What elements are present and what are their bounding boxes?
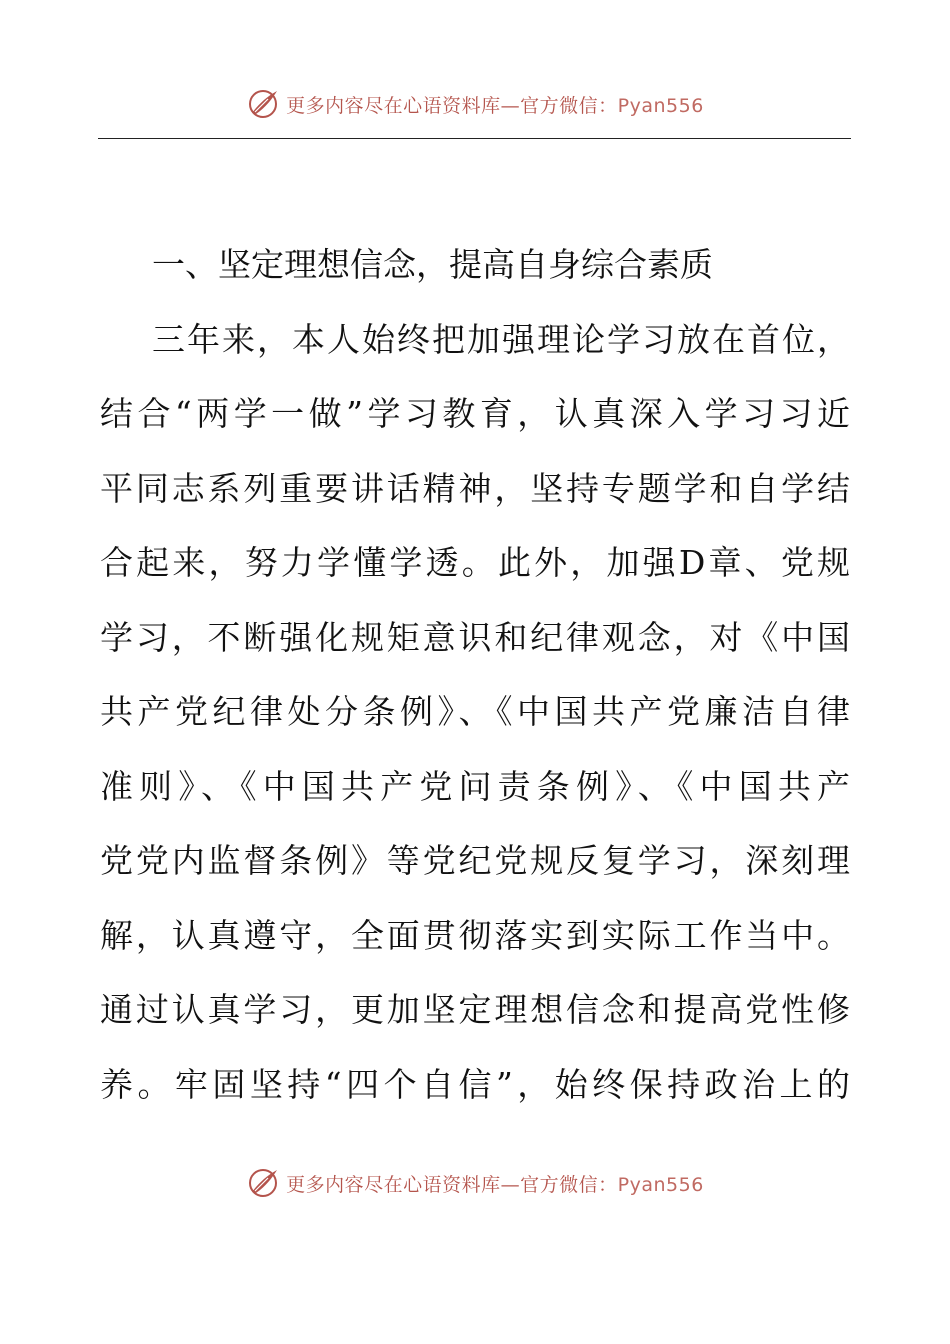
paragraph-line: 平同志系列重要讲话精神，坚持专题学和自学结 bbox=[100, 468, 850, 508]
footer-watermark bbox=[0, 1163, 950, 1203]
header-rule bbox=[98, 138, 851, 139]
header-watermark bbox=[0, 84, 950, 124]
paragraph-line: 准则》、《中国共产党问责条例》、《中国共产 bbox=[100, 766, 850, 806]
watermark-text-cn: 更多内容尽在心语资料库—官方微信： bbox=[286, 94, 618, 117]
paragraph-line: 学习，不断强化规矩意识和纪律观念，对《中国 bbox=[100, 617, 850, 657]
watermark-text bbox=[286, 91, 704, 118]
paragraph-line: 党党内监督条例》等党纪党规反复学习，深刻理 bbox=[100, 841, 850, 880]
watermark-wechat-id: Pyan556 bbox=[617, 94, 704, 117]
paragraph-line: 合起来，努力学懂学透。此外，加强D章、党规 bbox=[100, 543, 850, 582]
watermark-text bbox=[286, 1170, 704, 1197]
paragraph-line: 结合“两学一做”学习教育，认真深入学习习近 bbox=[100, 394, 850, 433]
watermark-wechat-id: Pyan556 bbox=[617, 1173, 704, 1196]
paragraph-line: 三年来，本人始终把加强理论学习放在首位， bbox=[152, 319, 850, 359]
paragraph-line: 通过认真学习，更加坚定理想信念和提高党性修 bbox=[100, 990, 850, 1029]
watermark-text-cn: 更多内容尽在心语资料库—官方微信： bbox=[286, 1173, 618, 1196]
document-body bbox=[100, 228, 850, 1122]
paragraph-line: 共产党纪律处分条例》、《中国共产党廉洁自律 bbox=[100, 692, 850, 731]
quill-logo-icon bbox=[246, 1166, 280, 1200]
paragraph-line: 养。牢固坚持“四个自信”，始终保持政治上的 bbox=[100, 1064, 850, 1104]
quill-logo-icon bbox=[246, 87, 280, 121]
paragraph-line: 解，认真遵守，全面贯彻落实到实际工作当中。 bbox=[100, 915, 850, 955]
section-heading: 一、坚定理想信念，提高自身综合素质 bbox=[152, 245, 713, 284]
